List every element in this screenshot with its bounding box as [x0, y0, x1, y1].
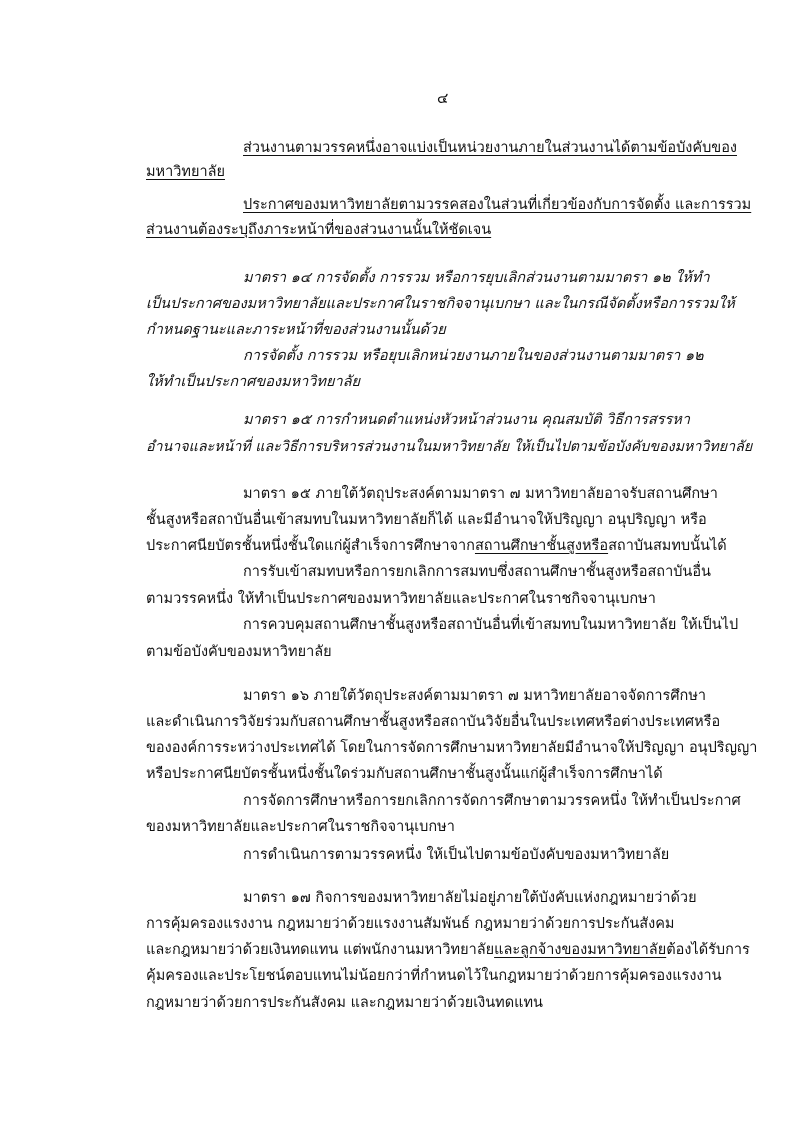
section-15-line-1: มาตรา ๑๕ ภายใต้วัตถุประสงค์ตามมาตรา ๗ มหาวิทยาลัยอาจรับสถานศึกษา: [243, 486, 718, 502]
section-15-line-5: ตามวรรคหนึ่ง ให้ทำเป็นประกาศของมหาวิทยาลัยและประกาศในราชกิจจานุเบกษา: [146, 591, 656, 607]
page-number: ๔: [437, 89, 449, 107]
section-16-line-2: และดำเนินการวิจัยร่วมกับสถานศึกษาชั้นสูงหรือสถาบันวิจัยอื่นในประเทศหรือต่างประเทศหรือ: [146, 714, 721, 730]
section-15-line-3-underlined: สถานศึกษาชั้นสูงหรือ: [474, 538, 609, 554]
section-17-line-5: กฎหมายว่าด้วยการประกันสังคม และกฎหมายว่าด้วยเงินทดแทน: [146, 995, 543, 1011]
para-a-line-4: ส่วนงานต้องระบุถึงภาระหน้าที่ของส่วนงานนั้นให้ชัดเจน: [146, 222, 492, 238]
section-15-italic-line-2: อำนาจและหน้าที่ และวิธีการบริหารส่วนงานในมหาวิทยาลัย ให้เป็นไปตามข้อบังคับของมหาวิทยาลัย: [146, 439, 753, 455]
section-16-line-1: มาตรา ๑๖ ภายใต้วัตถุประสงค์ตามมาตรา ๗ มหาวิทยาลัยอาจจัดการศึกษา: [243, 688, 707, 704]
section-15-line-7: ตามข้อบังคับของมหาวิทยาลัย: [146, 644, 332, 660]
para-a-line-1: ส่วนงานตามวรรคหนึ่งอาจแบ่งเป็นหน่วยงานภายในส่วนงานได้ตามข้อบังคับของ: [243, 140, 737, 156]
section-17-line-3-post: ต้องได้รับการ: [666, 942, 750, 958]
para-a-line-3: ประกาศของมหาวิทยาลัยตามวรรคสองในส่วนที่เกี่ยวข้องกับการจัดตั้ง และการรวม: [243, 197, 752, 213]
section-15-line-3-pre: ประกาศนียบัตรชั้นหนึ่งชั้นใดแก่ผู้สำเร็จการศึกษาจาก: [146, 538, 475, 554]
section-17-line-3: [146, 940, 750, 960]
section-16-line-7: การดำเนินการตามวรรคหนึ่ง ให้เป็นไปตามข้อบังคับของมหาวิทยาลัย: [243, 847, 670, 863]
section-17-line-3-pre: และกฎหมายว่าด้วยเงินทดแทน แต่พนักงานมหาวิทยาลัย: [146, 942, 495, 958]
section-15-line-3-post: สถาบันสมทบนั้นได้: [608, 538, 727, 554]
section-15-line-4: การรับเข้าสมทบหรือการยกเลิกการสมทบซึ่งสถานศึกษาชั้นสูงหรือสถาบันอื่น: [243, 564, 711, 580]
section-14-line-4: การจัดตั้ง การรวม หรือยุบเลิกหน่วยงานภายในของส่วนงานตามมาตรา ๑๒: [243, 348, 704, 364]
section-17-line-2: การคุ้มครองแรงงาน กฎหมายว่าด้วยแรงงานสัมพันธ์ กฎหมายว่าด้วยการประกันสังคม: [146, 916, 675, 932]
section-17-line-3-underlined: และลูกจ้างของมหาวิทยาลัย: [494, 942, 667, 958]
section-17-line-1: มาตรา ๑๗ กิจการของมหาวิทยาลัยไม่อยู่ภายใต้บังคับแห่งกฎหมายว่าด้วย: [243, 890, 697, 906]
section-15-italic-line-1: มาตรา ๑๕ การกำหนดตำแหน่งหัวหน้าส่วนงาน คุณสมบัติ วิธีการสรรหา: [243, 412, 690, 428]
section-14-line-2: เป็นประกาศของมหาวิทยาลัยและประกาศในราชกิจจานุเบกษา และในกรณีจัดตั้งหรือการรวมให้: [146, 296, 735, 312]
section-16-line-5: การจัดการศึกษาหรือการยกเลิกการจัดการศึกษาตามวรรคหนึ่ง ให้ทำเป็นประกาศ: [243, 793, 741, 809]
section-15-line-3: [146, 536, 727, 556]
section-16-line-4: หรือประกาศนียบัตรชั้นหนึ่งชั้นใดร่วมกับสถานศึกษาชั้นสูงนั้นแก่ผู้สำเร็จการศึกษาได้: [146, 766, 663, 782]
section-17-line-4: คุ้มครองและประโยชน์ตอบแทนไม่น้อยกว่าที่กำหนดไว้ในกฎหมายว่าด้วยการคุ้มครองแรงงาน: [146, 968, 722, 984]
section-16-line-6: ของมหาวิทยาลัยและประกาศในราชกิจจานุเบกษา: [146, 819, 455, 835]
section-14-line-5: ให้ทำเป็นประกาศของมหาวิทยาลัย: [146, 374, 360, 390]
section-16-line-3: ขององค์การระหว่างประเทศได้ โดยในการจัดการศึกษามหาวิทยาลัยมีอำนาจให้ปริญญา อนุปริญญา: [146, 740, 758, 756]
section-14-line-1: มาตรา ๑๔ การจัดตั้ง การรวม หรือการยุบเลิกส่วนงานตามมาตรา ๑๒ ให้ทำ: [243, 270, 710, 286]
section-15-line-2: ชั้นสูงหรือสถาบันอื่นเข้าสมทบในมหาวิทยาลัยก็ได้ และมีอำนาจให้ปริญญา อนุปริญญา หรือ: [146, 512, 707, 528]
para-a-line-2: มหาวิทยาลัย: [146, 164, 225, 180]
section-15-line-6: การควบคุมสถานศึกษาชั้นสูงหรือสถาบันอื่นที่เข้าสมทบในมหาวิทยาลัย ให้เป็นไป: [243, 617, 739, 633]
section-14-line-3: กำหนดฐานะและภาระหน้าที่ของส่วนงานนั้นด้วย: [146, 322, 446, 338]
